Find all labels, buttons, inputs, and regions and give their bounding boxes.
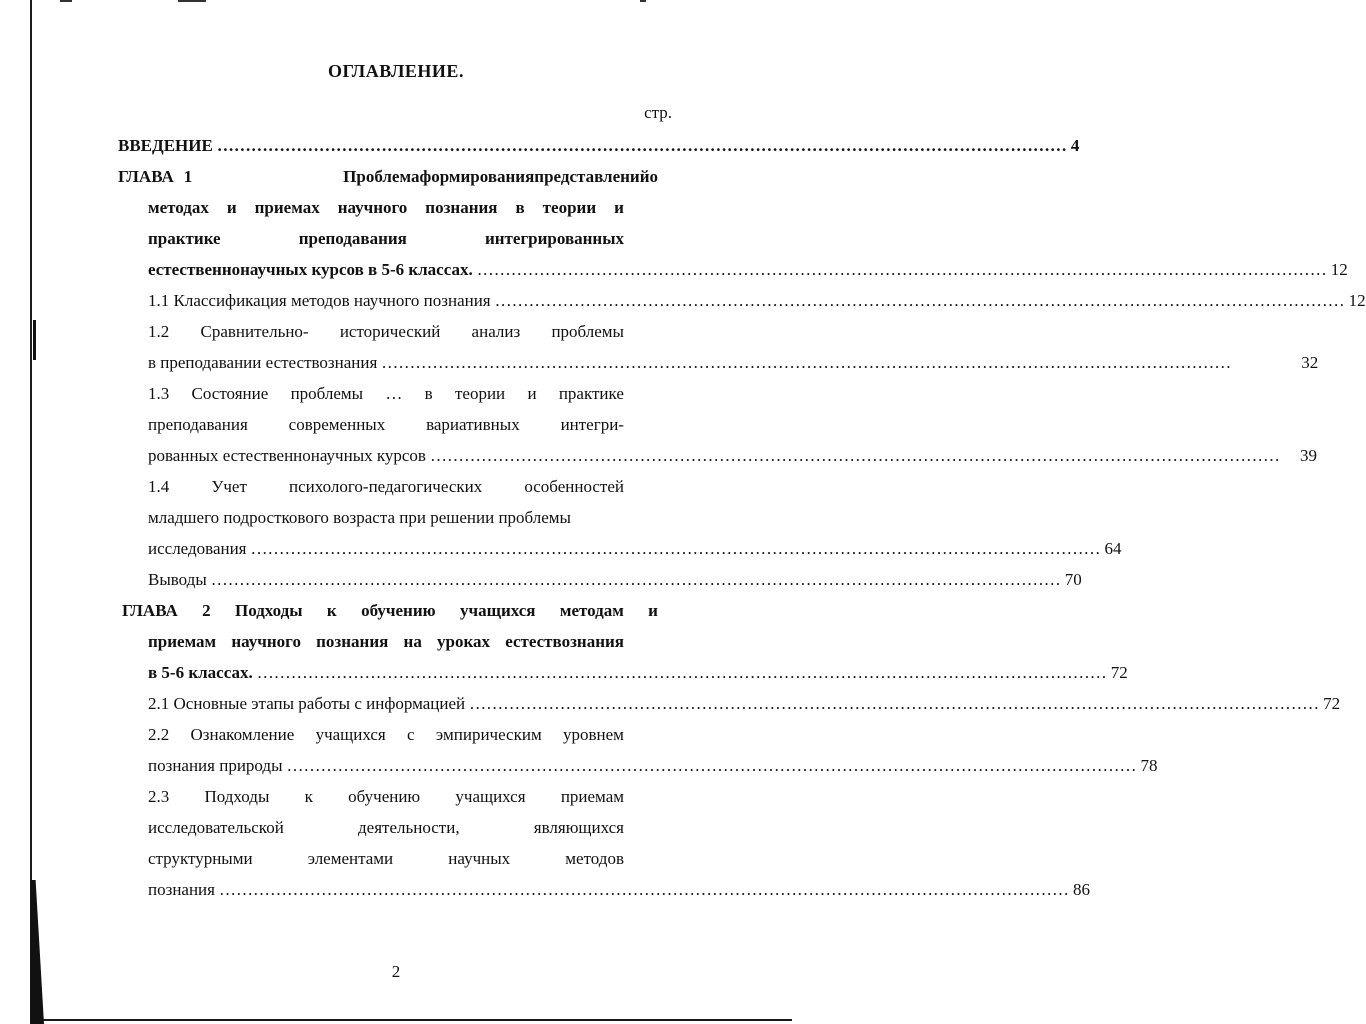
toc-entry-1-2[interactable] [118,316,1319,378]
page-number: 2 [391,962,401,981]
dot-leader: …………………………………………………………………………………………………………………………………… [250,539,1101,558]
toc-line: 1.2 Сравнительно- исторический анализ проблемы [148,322,624,341]
toc-entry-page: 72 [1110,663,1128,682]
dot-leader: …………………………………………………………………………………………………………………………………… [381,353,1232,372]
toc-entry-1-1[interactable] [148,285,1366,316]
toc-entry-2-2[interactable] [118,719,1158,781]
toc-entry-page: 32 [1301,353,1319,372]
toc-entry-page: 86 [1072,880,1090,899]
toc-line: ГЛАВА 2 Подходы к обучению учащихся методам и [122,601,658,620]
toc-entry-page: 64 [1104,539,1122,558]
toc-line: 2.2 Ознакомление учащихся с эмпирическим уровнем [148,725,624,744]
toc-line: ГЛАВА 1 Проблема формирования представлений о [118,167,658,186]
toc-entry-chapter-2[interactable] [118,595,1128,688]
toc-entry-page: 12 [1330,260,1348,279]
dot-leader: …………………………………………………………………………………………………………………………………… [218,880,1069,899]
dot-leader: …………………………………………………………………………………………………………………………………… [256,663,1107,682]
dot-leader: …………………………………………………………………………………………………………………………………… [286,756,1137,775]
toc-line: преподавания современных вариативных интегри- [148,415,624,434]
page-title: ОГЛАВЛЕНИЕ. [328,61,464,81]
toc-entry-page: 78 [1140,756,1158,775]
table-of-contents [118,130,1366,905]
toc-line: практике преподавания интегрированных [148,229,624,248]
page-column-label: стр. [644,103,672,122]
toc-line [148,657,1128,688]
toc-entry-page: 12 [1348,291,1366,310]
toc-line [148,874,1090,905]
toc-entry-1-3[interactable] [118,378,1317,471]
toc-line [148,750,1158,781]
dot-leader: …………………………………………………………………………………………………………………………………… [429,446,1280,465]
toc-entry-conclusions[interactable] [148,564,1082,595]
toc-line: приемам научного познания на уроках естествознания [148,632,624,651]
toc-line: 1.3 Состояние проблемы … в теории и практике [148,384,624,403]
toc-line: 1.4 Учет психолого-педагогических особенностей [148,477,624,496]
dot-leader: …………………………………………………………………………………………………………………………………… [476,260,1327,279]
dot-leader: …………………………………………………………………………………………………………………………………… [216,136,1067,155]
toc-entry-label: в преподавании естествознания [148,353,378,372]
toc-entry-page: 4 [1070,136,1080,155]
toc-line: структурными элементами научных методов [148,849,624,868]
toc-entry-label: 2.1 Основные этапы работы с информацией [148,694,466,713]
toc-entry-label: рованных естественнонаучных курсов [148,446,426,465]
toc-entry-1-4[interactable] [118,471,1122,564]
toc-entry-label: исследования [148,539,247,558]
toc-entry-2-1[interactable] [148,688,1341,719]
scan-artifact [33,320,36,360]
scan-left-edge [30,0,32,1024]
toc-line [148,533,1122,564]
toc-line: исследовательской деятельности, являющихся [148,818,624,837]
toc-entry-label: познания природы [148,756,283,775]
toc-line [148,347,1319,378]
toc-line: методах и приемах научного познания в теории и [148,198,624,217]
scan-artifact [30,880,44,1024]
toc-entry-label: познания [148,880,215,899]
scan-bottom-edge [30,1019,792,1021]
toc-entry-2-3[interactable] [118,781,1090,905]
toc-line [148,254,1348,285]
toc-line: младшего подросткового возраста при решении проблемы [148,508,571,527]
dot-leader: …………………………………………………………………………………………………………………………………… [494,291,1345,310]
dot-leader: …………………………………………………………………………………………………………………………………… [210,570,1061,589]
toc-entry-page: 70 [1064,570,1082,589]
toc-entry-page: 72 [1323,694,1341,713]
toc-entry-label: ВВЕДЕНИЕ [118,136,213,155]
toc-entry-label: Выводы [148,570,207,589]
dot-leader: …………………………………………………………………………………………………………………………………… [469,694,1320,713]
toc-line [148,440,1317,471]
toc-entry-intro[interactable] [118,130,1080,161]
toc-line: 2.3 Подходы к обучению учащихся приемам [148,787,624,806]
toc-entry-label: в 5-6 классах. [148,663,253,682]
toc-entry-page: 39 [1299,446,1317,465]
toc-entry-label: 1.1 Классификация методов научного познания [148,291,491,310]
scan-top-marks [60,0,760,4]
toc-entry-chapter-1[interactable] [118,161,1348,285]
toc-entry-label: естественнонаучных курсов в 5-6 классах. [148,260,473,279]
